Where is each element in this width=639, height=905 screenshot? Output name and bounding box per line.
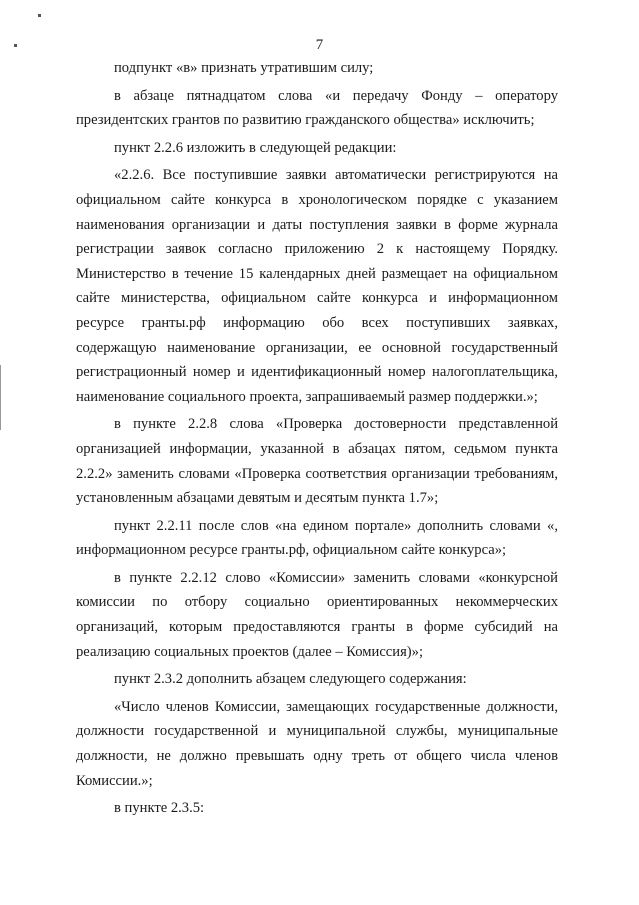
scan-line-left	[0, 365, 1, 430]
paragraph-2-2-12: в пункте 2.2.12 слово «Комиссии» заменить словами «конкурсной комиссии по отбору социально ориентированных некоммерческих организаций, которым предоставляются гранты в форме субсидий на реализацию социальных проектов (далее – Комиссия)»;	[76, 569, 558, 660]
document-body	[76, 56, 558, 821]
paragraph-2-2-6-text: «2.2.6. Все поступившие заявки автоматически регистрируются на официальном сайте конкурса в хронологическом порядке с указанием наименования организации и даты поступления заявки в форме журнала регистрации заявок согласно приложению 2 к настоящему Порядку. Министерство в течение 15 календарных дней размещает на официальном сайте министерства, официальном сайте конкурса и информационном ресурсе гранты.рф информацию обо всех поступивших заявках, содержащую наименование организации, ее основной государственный регистрационный номер и идентификационный номер налогоплательщика, наименование социального проекта, запрашиваемый размер поддержки.»;	[76, 167, 558, 405]
paragraph-2-3-5: в пункте 2.3.5:	[114, 800, 205, 817]
scan-mark-top-left	[38, 14, 41, 17]
paragraph-2-2-6-intro: пункт 2.2.6 изложить в следующей редакции:	[114, 139, 397, 156]
paragraph-abzac-15: в абзаце пятнадцатом слова «и передачу Фонду – оператору президентских грантов по развитию гражданского общества» исключить;	[76, 87, 558, 129]
paragraph-2-2-8: в пункте 2.2.8 слова «Проверка достоверности представленной организацией информации, указанной в абзацах пятом, седьмом пункта 2.2.2» заменить словами «Проверка соответствия организации требованиям, установленным абзацами девятым и десятым пункта 1.7»;	[76, 416, 558, 507]
page-number: 7	[315, 37, 324, 53]
paragraph-2-3-2-intro: пункт 2.3.2 дополнить абзацем следующего содержания:	[114, 671, 467, 688]
paragraph-2-3-2-text: «Число членов Комиссии, замещающих государственные должности, должности государственной и муниципальной службы, муниципальные должности, не должно превышать одну треть от общего числа членов Комиссии.»;	[76, 698, 558, 789]
paragraph-2-2-11: пункт 2.2.11 после слов «на едином портале» дополнить словами «, информационном ресурсе гранты.рф, официальном сайте конкурса»;	[76, 517, 558, 559]
paragraph-subpoint-v: подпункт «в» признать утратившим силу;	[114, 60, 374, 76]
